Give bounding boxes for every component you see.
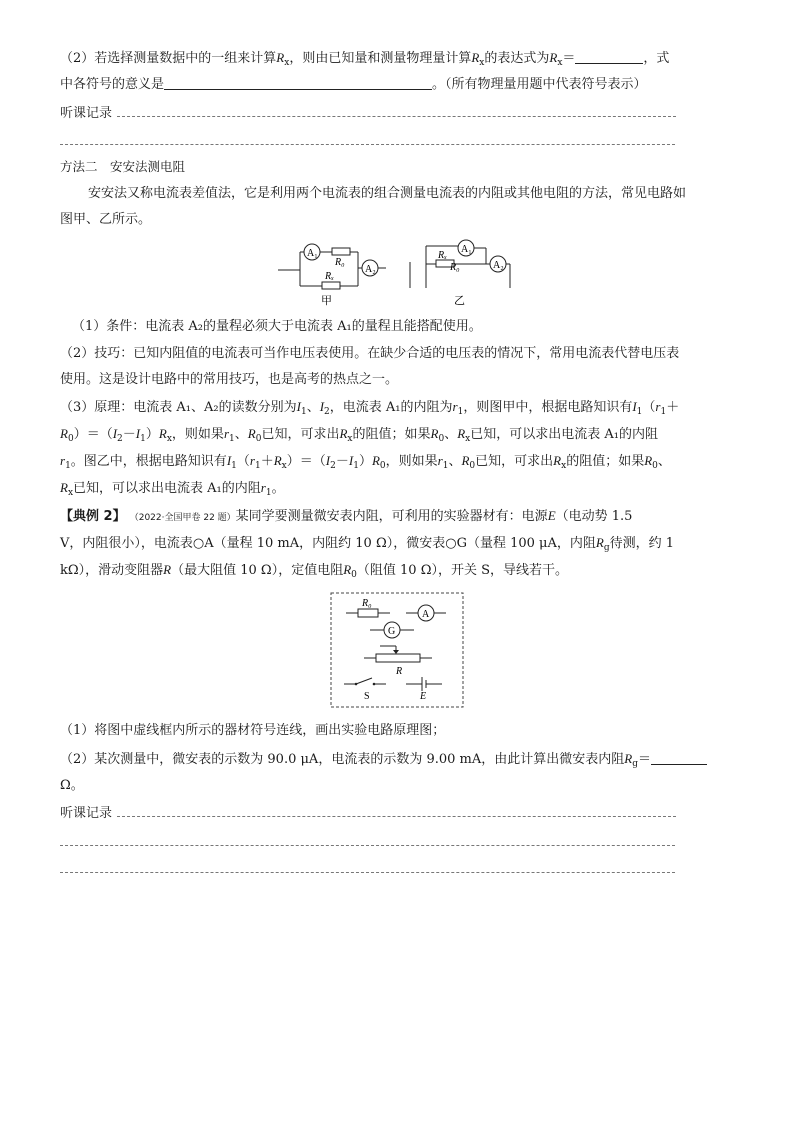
section-title: 方法二 安安法测电阻 [60, 159, 186, 174]
notes-dotted-line [60, 144, 675, 145]
battery-label: E [420, 691, 427, 702]
question-2b-line-2: Ω。 [60, 778, 84, 793]
skill-line-2: 使用。这是设计电路中的常用技巧，也是高考的热点之一。 [60, 372, 399, 387]
answer-blank[interactable] [575, 49, 643, 64]
example-line-3: kΩ），滑动变阻器R（最大阻值 10 Ω），定值电阻$R_0$（阻值 10 Ω），开关 S，导线若干。 [60, 562, 569, 580]
question-2-line-1: （2）若选择测量数据中的一组来计算$R_x$，则由已知量和测量物理量计算$R_x$的表达式为$R_x=$ ，式 [60, 50, 670, 68]
rx-label: Rₓ [325, 271, 334, 282]
rheostat-label: R [396, 666, 403, 677]
galvanometer-label: G [388, 626, 396, 637]
r0-label: R₀ [450, 262, 460, 273]
rx-label: Rₓ [438, 250, 447, 261]
r0-label: R₀ [335, 257, 345, 268]
principle-line-3: $r_1$。图乙中，根据电路知识有$I_1(r_1+R_x)=(I_2-I_1)R_0$，则如果$r_1$、$R_0$已知，可求出$R_x$的阻值；如果$R_0$、 [60, 453, 671, 471]
notes-line: 听课记录 [60, 104, 680, 124]
circuit-yi [406, 236, 518, 308]
figure-label-jia: 甲 [321, 295, 332, 307]
switch-label: S [364, 691, 370, 702]
principle-line-4: $R_x$已知，可以求出电流表 A₁的内阻$r_1$。 [60, 480, 285, 498]
notes-dotted-line [60, 845, 675, 846]
ammeter-a2-label: A₂ [493, 260, 504, 271]
question-1: （1）将图中虚线框内所示的器材符号连线，画出实验电路原理图； [60, 723, 446, 738]
intro-line-2: 图甲、乙所示。 [60, 212, 152, 227]
answer-blank[interactable] [164, 75, 432, 90]
notes-line: 听课记录 [60, 804, 680, 824]
example-line-2: V，内阻很小），电流表○A（量程 10 mA，内阻约 10 Ω），微安表○G（量程 100 μA，内阻$R_g$待测，约 1 [60, 535, 674, 553]
answer-blank[interactable] [651, 750, 707, 765]
skill-line-1: （2）技巧：已知内阻值的电流表可当作电压表使用。在缺少合适的电压表的情况下，常用电流表代替电压表 [60, 346, 680, 361]
circuit-jia [278, 238, 388, 308]
question-2b-line-1: （2）某次测量中，微安表的示数为 90.0 μA，电流表的示数为 9.00 mA，由此计算出微安表内阻$R_g=$ [60, 749, 740, 770]
ammeter-a1-label: A₁ [307, 248, 318, 259]
ammeter-label: A [422, 609, 430, 620]
intro-line-1: 安安法又称电流表差值法，它是利用两个电流表的组合测量电流表的内阻或其他电阻的方法，常见电路如 [88, 186, 687, 201]
question-2-line-2: 中各符号的意义是 。（所有物理量用题中代表符号表示） [60, 77, 647, 92]
principle-line-2: $R_0)=(I_2-I_1)R_x$，则如果$r_1$、$R_0$已知，可求出$R_x$的阻值；如果$R_0$、$R_x$已知，可以求出电流表 A₁的内阻 [60, 426, 658, 444]
r0-label: R₀ [362, 598, 372, 609]
ammeter-a1-label: A₁ [461, 244, 472, 255]
example-line-1: 【典例 2】 （2022·全国甲卷 22 题）某同学要测量微安表内阻，可利用的实验器材有：电源E（电动势 1.5 [60, 508, 633, 524]
ammeter-a2-label: A₂ [365, 264, 376, 275]
notes-dotted-line [60, 872, 675, 873]
equipment-box [330, 592, 466, 710]
condition-text: （1）条件：电流表 A₂的量程必须大于电流表 A₁的量程且能搭配使用。 [72, 319, 482, 334]
figure-label-yi: 乙 [454, 295, 465, 307]
principle-line-1: （3）原理：电流表 A₁、A₂的读数分别为$I_1$、$I_2$，电流表 A₁的内阻为$r_1$，则图甲中，根据电路知识有$I_1(r_1+$ [60, 399, 680, 417]
